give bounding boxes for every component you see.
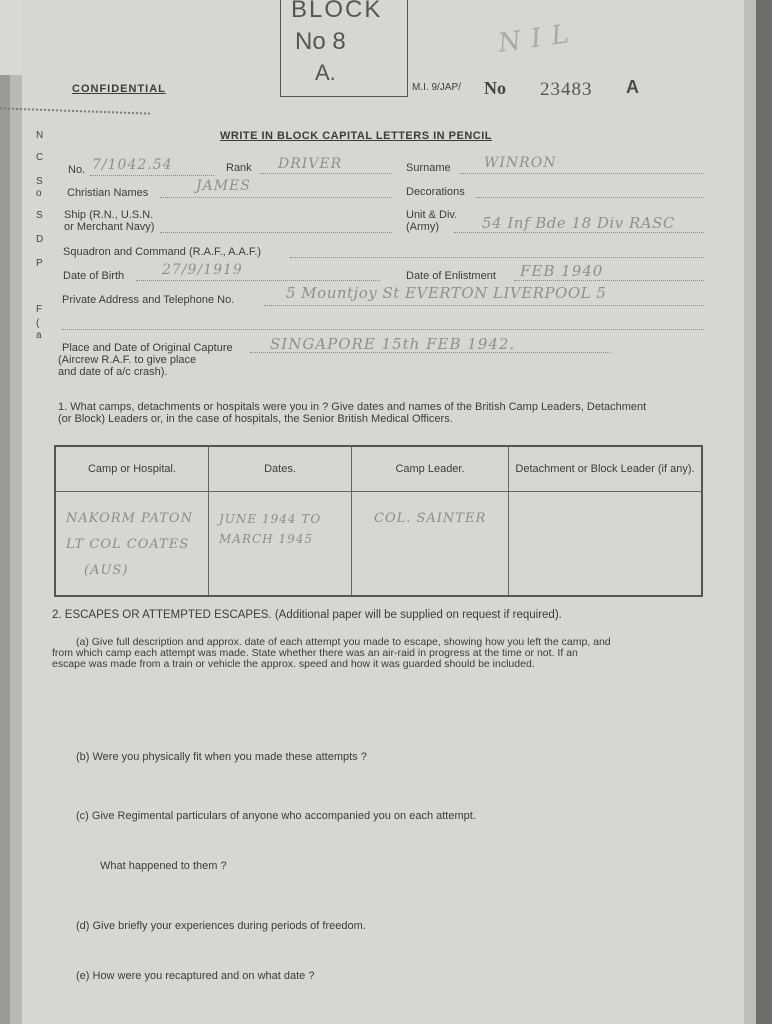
camp-cell [55, 492, 209, 597]
detachment-cell [509, 492, 703, 597]
christian-names-label: Christian Names [67, 187, 149, 199]
enlistment-line [514, 280, 704, 281]
side-letter: S [36, 210, 43, 221]
question-2a-line2: from which camp each attempt was made. State whether there was an air-raid in progress at the time or not. If an [52, 647, 578, 659]
enlistment-value: FEB 1940 [520, 262, 604, 280]
side-letter: P [36, 258, 43, 269]
table-row [55, 492, 702, 597]
number-label: No [484, 78, 506, 98]
no-label: No. [68, 164, 86, 176]
side-letter: F [36, 304, 43, 315]
form-number: 23483 [540, 79, 593, 100]
surname-label: Surname [406, 162, 451, 174]
unit-line [454, 232, 704, 233]
dates-line: JUNE 1944 TO [219, 512, 322, 526]
dates-cell [209, 492, 352, 597]
unit-value: 54 Inf Bde 18 Div RASC [482, 214, 675, 232]
rank-value: DRIVER [278, 156, 343, 172]
question-2b: (b) Were you physically fit when you made these attempts ? [76, 751, 367, 763]
header-camp-leader: Camp Leader. [352, 446, 509, 492]
dob-value: 27/9/1919 [162, 262, 243, 278]
christian-names-line [160, 197, 392, 198]
dob-label: Date of Birth [63, 270, 125, 282]
ship-line [160, 232, 392, 233]
rank-line [260, 173, 392, 174]
address-line-2 [62, 329, 704, 330]
capture-label-line3: and date of a/c crash). [58, 366, 168, 378]
enlistment-label: Date of Enlistment [406, 270, 496, 282]
squadron-label: Squadron and Command (R.A.F., A.A.F.) [63, 246, 262, 258]
capture-label-line1: Place and Date of Original Capture [62, 342, 233, 354]
no-line [90, 175, 214, 176]
block-stamp [280, 0, 408, 97]
side-letter: S [36, 176, 43, 187]
form-code: M.I. 9/JAP/ [412, 82, 461, 93]
question-2c: (c) Give Regimental particulars of anyone who accompanied you on each attempt. [76, 810, 476, 822]
camps-table [54, 445, 703, 597]
capture-label-line2: (Aircrew R.A.F. to give place [58, 354, 197, 366]
side-letter: o [36, 188, 42, 199]
address-line [264, 305, 704, 306]
capture-value: SINGAPORE 15th FEB 1942. [270, 335, 516, 353]
question-1-line2: (or Block) Leaders or, in the case of hospitals, the Senior British Medical Officers. [58, 413, 453, 425]
christian-names-value: JAMES [196, 178, 251, 194]
form-suffix: A [626, 77, 639, 97]
side-letter: D [36, 234, 44, 245]
question-2a-line3: escape was made from a train or vehicle the approx. speed and how it was guarded should be included. [52, 658, 535, 670]
question-2a-line1: (a) Give full description and approx. date of each attempt you made to escape, showing how you left the camp, and [76, 636, 611, 648]
leader-line: COL. SAINTER [374, 511, 487, 526]
question-2-title: 2. ESCAPES OR ATTEMPTED ESCAPES. (Additional paper will be supplied on request if required). [52, 609, 562, 621]
header-detachment: Detachment or Block Leader (if any). [509, 446, 703, 492]
background-edge [756, 0, 772, 1024]
stamp-line-2: No 8 [295, 28, 346, 55]
header-dates: Dates. [209, 446, 352, 492]
question-2e: (e) How were you recaptured and on what date ? [76, 970, 315, 982]
dob-line [136, 280, 380, 281]
unit-label-line1: Unit & Div. [406, 209, 458, 221]
header-camp: Camp or Hospital. [55, 446, 209, 492]
ship-label-line2: or Merchant Navy) [64, 221, 155, 233]
surname-value: WINRON [484, 155, 557, 171]
camp-line: LT COL COATES [66, 537, 190, 552]
confidential-label: CONFIDENTIAL [72, 83, 166, 95]
decorations-label: Decorations [406, 186, 465, 198]
address-label: Private Address and Telephone No. [62, 294, 235, 306]
leader-cell [352, 492, 509, 597]
stamp-line-1: BLOCK [291, 0, 383, 23]
question-2c-followup: What happened to them ? [100, 860, 227, 872]
top-annotation: N I L [496, 19, 572, 59]
no-value: 7/1042.54 [92, 157, 173, 173]
squadron-line [290, 257, 704, 258]
decorations-line [476, 197, 704, 198]
question-2d: (d) Give briefly your experiences during periods of freedom. [76, 920, 366, 932]
side-letter: C [36, 152, 44, 163]
dates-line: MARCH 1945 [219, 532, 313, 546]
pencil-instruction: WRITE IN BLOCK CAPITAL LETTERS IN PENCIL [220, 130, 492, 142]
side-letter: N [36, 130, 44, 141]
question-1-line1: 1. What camps, detachments or hospitals were you in ? Give dates and names of the British Camp Leaders, Detachment [58, 401, 647, 413]
unit-label-line2: (Army) [406, 221, 439, 233]
table-header-row [55, 446, 702, 492]
side-letter: a [36, 330, 42, 341]
surname-line [460, 173, 704, 174]
stamp-line-3: A. [315, 60, 336, 85]
ship-label-line1: Ship (R.N., U.S.N. [64, 209, 154, 221]
address-value: 5 Mountjoy St EVERTON LIVERPOOL 5 [286, 284, 607, 302]
rank-label: Rank [226, 162, 252, 174]
side-letter: ( [36, 318, 40, 329]
camp-line: NAKORM PATON [66, 511, 193, 526]
camp-line: (AUS) [84, 563, 129, 578]
